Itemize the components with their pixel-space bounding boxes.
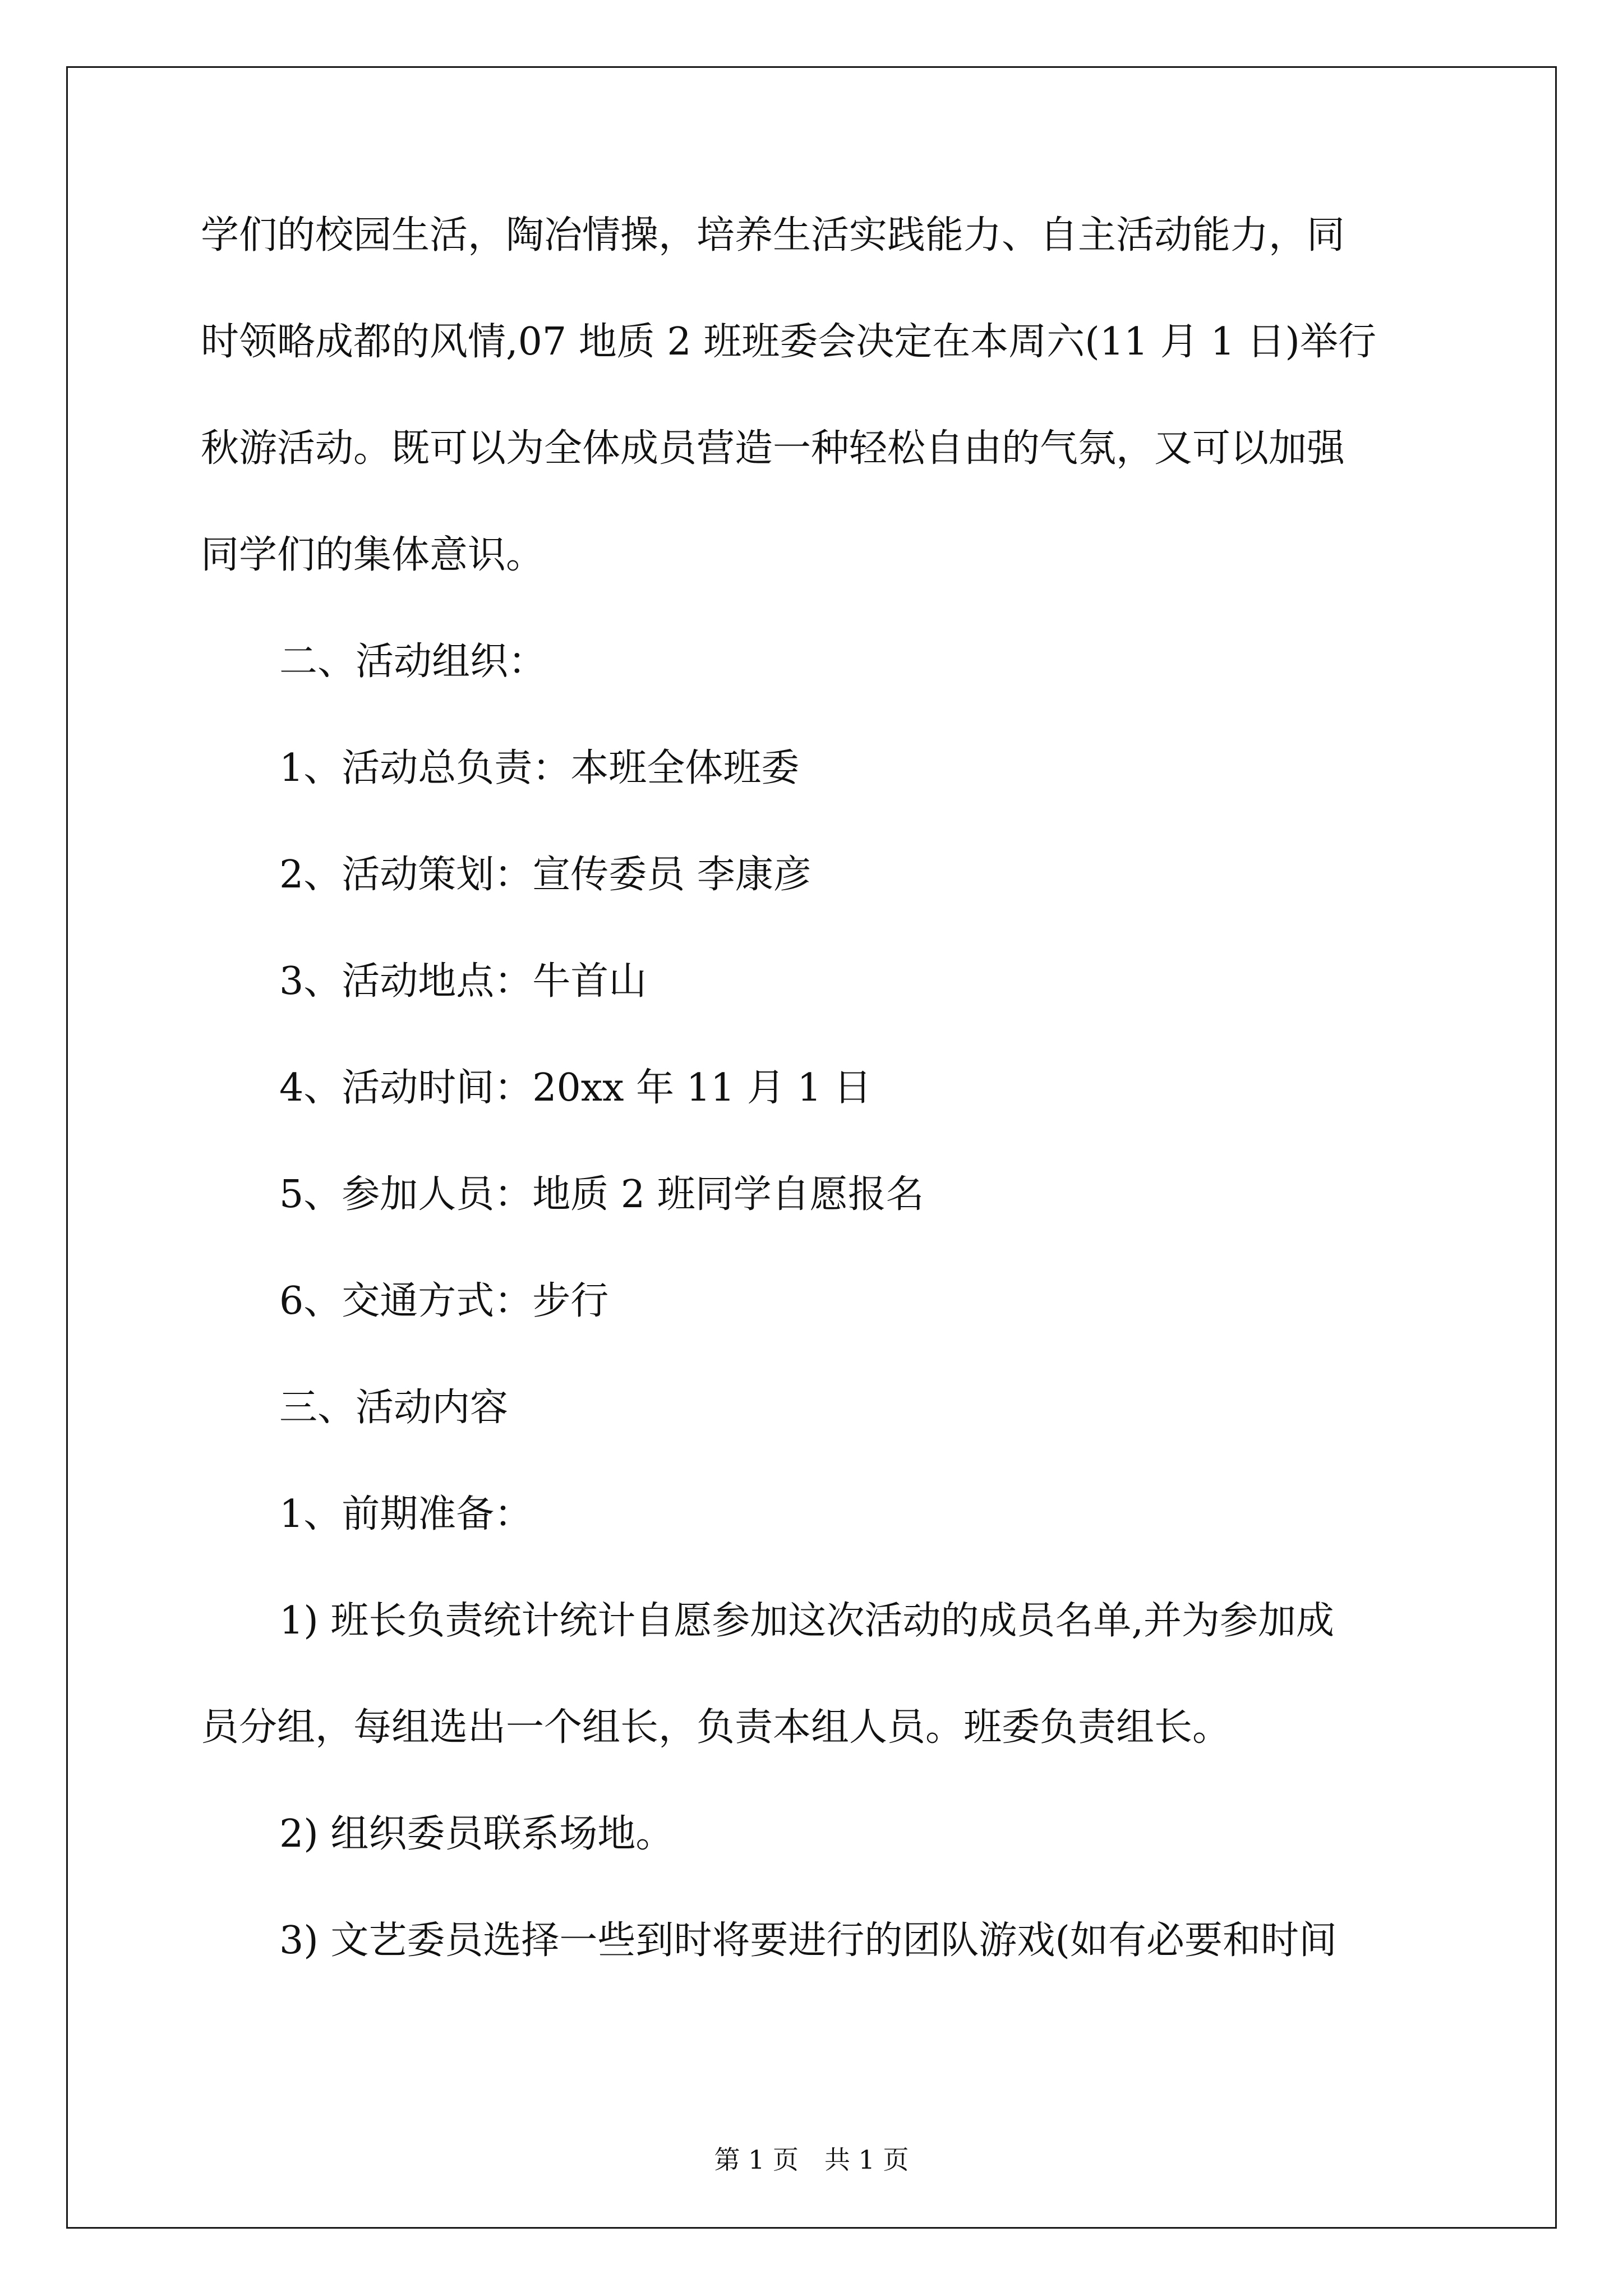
list-item: 5、参加人员：地质 2 班同学自愿报名 [279, 1172, 924, 1217]
paragraph-line: 时领略成都的风情,07 地质 2 班班委会决定在本周六(11 月 1 日)举行 [201, 320, 1376, 364]
paragraph-line: 秋游活动。既可以为全体成员营造一种轻松自由的气氛，又可以加强 [201, 426, 1345, 471]
list-item: 2) 组织委员联系场地。 [279, 1812, 674, 1856]
paragraph-line: 同学们的集体意识。 [201, 533, 545, 577]
paragraph-line: 学们的校园生活，陶冶情操，培养生活实践能力、自主活动能力，同 [201, 213, 1345, 257]
list-item: 3) 文艺委员选择一些到时将要进行的团队游戏(如有必要和时间 [279, 1918, 1337, 1963]
section-heading: 二、活动组织： [279, 639, 547, 684]
section-heading: 三、活动内容 [279, 1386, 509, 1430]
list-item: 1、前期准备： [279, 1492, 533, 1536]
page-border [66, 66, 1557, 2229]
list-item: 1) 班长负责统计统计自愿参加这次活动的成员名单,并为参加成 [279, 1599, 1335, 1643]
list-item: 3、活动地点：牛首山 [279, 959, 647, 1004]
list-item: 4、活动时间：20xx 年 11 月 1 日 [279, 1066, 872, 1110]
paragraph-line: 员分组，每组选出一个组长，负责本组人员。班委负责组长。 [201, 1705, 1231, 1750]
list-item: 1、活动总负责：本班全体班委 [279, 746, 800, 790]
list-item: 2、活动策划：宣传委员 李康彦 [279, 853, 811, 897]
page-footer: 第 1 页 共 1 页 [714, 2145, 909, 2175]
list-item: 6、交通方式：步行 [279, 1279, 609, 1323]
